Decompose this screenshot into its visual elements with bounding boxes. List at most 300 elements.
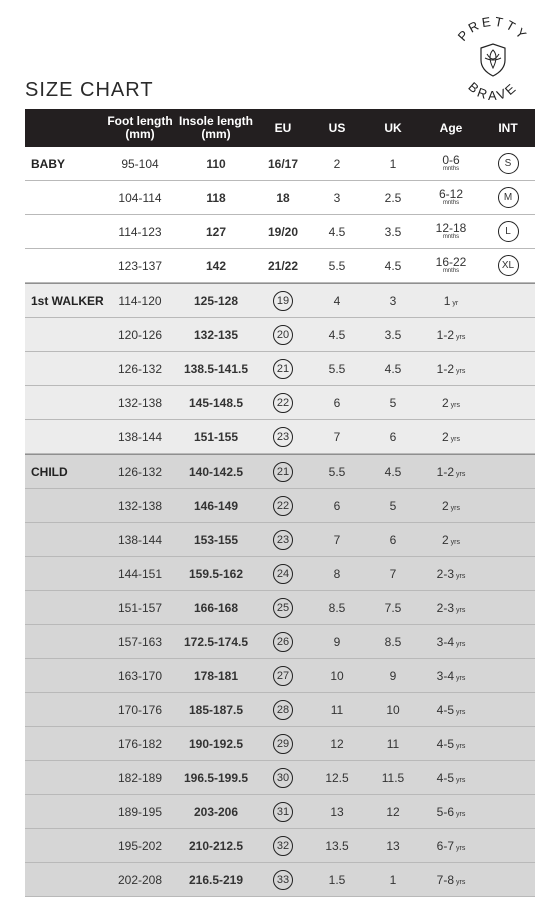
uk-value: 8.5 (384, 634, 402, 649)
cell-age (421, 659, 481, 692)
table-row (25, 863, 535, 897)
int-size-badge: S (498, 153, 519, 174)
cell-uk (365, 181, 421, 214)
insole-length: 138.5-141.5 (183, 361, 249, 376)
age-number: 6-7 (436, 838, 454, 853)
eu-size: 27 (273, 666, 293, 686)
header-col-us (309, 109, 365, 147)
us-value: 12.5 (325, 770, 349, 785)
cell-age (421, 829, 481, 862)
age-unit: yrs (456, 708, 466, 716)
cell-age (421, 352, 481, 385)
cell-eu (257, 761, 309, 794)
age-value (437, 635, 466, 649)
header-label (329, 122, 346, 135)
insole-length: 185-187.5 (188, 702, 244, 717)
foot-length-value: 202-208 (117, 872, 163, 887)
cell-age (421, 386, 481, 419)
cell-uk (365, 352, 421, 385)
foot-length-value: 144-151 (117, 566, 163, 581)
cell-age (421, 455, 481, 488)
cell-int (481, 284, 535, 317)
cell-foot-length (105, 181, 175, 214)
foot-length-value: 151-157 (117, 600, 163, 615)
age-unit: yrs (456, 674, 466, 682)
table-row (25, 147, 535, 181)
cell-eu (257, 181, 309, 214)
age-number: 2 (441, 429, 449, 444)
header-col-foot-length (105, 109, 175, 147)
age-value (437, 601, 466, 615)
cell-age (421, 523, 481, 556)
age-number: 2 (441, 532, 449, 547)
table-row (25, 318, 535, 352)
cell-foot-length (105, 693, 175, 726)
foot-length-value: 123-137 (117, 258, 163, 273)
cell-eu (257, 284, 309, 317)
uk-value: 1 (389, 156, 397, 171)
age-value (437, 703, 466, 717)
table-row (25, 727, 535, 761)
cell-eu (257, 659, 309, 692)
cell-insole-length (175, 591, 257, 624)
cell-insole-length (175, 795, 257, 828)
cell-uk (365, 727, 421, 760)
us-value: 8.5 (328, 600, 346, 615)
cell-int (481, 523, 535, 556)
cell-eu (257, 523, 309, 556)
us-value: 4.5 (328, 224, 346, 239)
table-row (25, 659, 535, 693)
us-value: 13 (330, 804, 344, 819)
age-number: 0-6 (442, 152, 460, 167)
uk-value: 3 (389, 293, 397, 308)
cell-insole-length (175, 147, 257, 180)
cell-foot-length (105, 215, 175, 248)
age-value (442, 396, 460, 410)
uk-value: 13 (386, 838, 400, 853)
age-unit: mnths (442, 233, 460, 240)
cell-eu (257, 693, 309, 726)
header-line: UK (384, 120, 402, 135)
age-unit: yrs (456, 878, 466, 886)
age-number: 2 (441, 395, 449, 410)
table-row (25, 829, 535, 863)
age-value (437, 328, 466, 342)
us-value: 2 (333, 156, 341, 171)
eu-size: 31 (273, 802, 293, 822)
cell-us (309, 523, 365, 556)
insole-length: 210-212.5 (188, 838, 244, 853)
cell-insole-length (175, 761, 257, 794)
uk-value: 3.5 (384, 327, 402, 342)
cell-uk (365, 591, 421, 624)
table-row (25, 215, 535, 249)
header-label (179, 115, 253, 141)
cell-eu (257, 829, 309, 862)
age-value (442, 499, 460, 513)
age-value (437, 737, 466, 751)
cell-insole-length (175, 659, 257, 692)
cell-insole-length (175, 693, 257, 726)
int-size-badge: XL (498, 255, 519, 276)
header-line: EU (274, 120, 292, 135)
insole-length: 172.5-174.5 (183, 634, 249, 649)
cell-insole-length (175, 557, 257, 590)
cell-uk (365, 863, 421, 896)
cell-eu (257, 625, 309, 658)
cell-age (421, 147, 481, 180)
cell-eu (257, 215, 309, 248)
cell-int (481, 318, 535, 351)
age-value (437, 771, 466, 785)
cell-uk (365, 455, 421, 488)
uk-value: 10 (386, 702, 400, 717)
uk-value: 12 (386, 804, 400, 819)
uk-value: 9 (389, 668, 397, 683)
age-number: 4-5 (436, 702, 454, 717)
table-row (25, 523, 535, 557)
foot-length-value: 95-104 (121, 156, 159, 171)
cell-us (309, 727, 365, 760)
insole-length: 216.5-219 (188, 872, 244, 887)
header-label (384, 122, 401, 135)
cell-int (481, 625, 535, 658)
age-unit: yrs (456, 470, 466, 478)
cell-foot-length (105, 455, 175, 488)
cell-us (309, 147, 365, 180)
cell-us (309, 863, 365, 896)
cell-int (481, 591, 535, 624)
cell-int (481, 829, 535, 862)
age-value (435, 254, 467, 275)
header-col-int (481, 109, 535, 147)
eu-size: 22 (273, 393, 293, 413)
header-line: (mm) (125, 127, 155, 141)
eu-size: 32 (273, 836, 293, 856)
cell-age (421, 727, 481, 760)
eu-size: 23 (273, 427, 293, 447)
us-value: 5.5 (328, 258, 346, 273)
cell-int (481, 352, 535, 385)
foot-length-value: 132-138 (117, 395, 163, 410)
cell-us (309, 557, 365, 590)
eu-size: 16/17 (267, 156, 299, 171)
cell-us (309, 284, 365, 317)
insole-length: 132-135 (193, 327, 239, 342)
svg-text:BRAVE: BRAVE (465, 79, 521, 104)
table-row (25, 283, 535, 318)
cell-us (309, 249, 365, 282)
cell-eu (257, 352, 309, 385)
cell-uk (365, 420, 421, 453)
age-value (435, 220, 467, 241)
cell-uk (365, 249, 421, 282)
cell-int (481, 386, 535, 419)
cell-us (309, 625, 365, 658)
age-number: 2-3 (436, 566, 454, 581)
cell-insole-length (175, 829, 257, 862)
cell-foot-length (105, 352, 175, 385)
foot-length-value: 170-176 (117, 702, 163, 717)
us-value: 7 (333, 429, 341, 444)
cell-int (481, 557, 535, 590)
eu-size: 23 (273, 530, 293, 550)
cell-insole-length (175, 181, 257, 214)
cell-us (309, 693, 365, 726)
cell-int (481, 420, 535, 453)
age-unit: mnths (442, 165, 460, 172)
uk-value: 7 (389, 566, 397, 581)
eu-size: 26 (273, 632, 293, 652)
age-unit: yrs (456, 333, 466, 341)
insole-length: 196.5-199.5 (183, 770, 249, 785)
cell-insole-length (175, 489, 257, 522)
cell-int (481, 455, 535, 488)
insole-length: 110 (206, 156, 226, 171)
eu-size: 33 (273, 870, 293, 890)
header-line: Age (439, 120, 463, 135)
cell-insole-length (175, 420, 257, 453)
cell-us (309, 352, 365, 385)
cell-eu (257, 318, 309, 351)
uk-value: 2.5 (384, 190, 402, 205)
us-value: 4.5 (328, 327, 346, 342)
uk-value: 5 (389, 498, 397, 513)
us-value: 4 (333, 293, 341, 308)
us-value: 10 (330, 668, 344, 683)
insole-length: 178-181 (193, 668, 239, 683)
cell-uk (365, 557, 421, 590)
header-label (440, 122, 463, 135)
age-unit: yrs (450, 435, 461, 443)
header-col-insole-length (175, 109, 257, 147)
age-number: 1 (443, 293, 451, 308)
us-value: 7 (333, 532, 341, 547)
foot-length-value: 120-126 (117, 327, 163, 342)
insole-length: 140-142.5 (188, 464, 244, 479)
foot-length-value: 176-182 (117, 736, 163, 751)
cell-eu (257, 455, 309, 488)
foot-length-value: 163-170 (117, 668, 163, 683)
age-unit: yrs (450, 504, 461, 512)
uk-value: 6 (389, 429, 397, 444)
cell-eu (257, 795, 309, 828)
table-body (25, 147, 535, 897)
header-line: Insole length (178, 114, 253, 128)
cell-int (481, 863, 535, 896)
foot-length-value: 132-138 (117, 498, 163, 513)
insole-length: 151-155 (193, 429, 239, 444)
cell-uk (365, 147, 421, 180)
cell-int (481, 489, 535, 522)
cell-foot-length (105, 625, 175, 658)
group-label: BABY (31, 156, 66, 171)
age-number: 4-5 (436, 770, 454, 785)
cell-insole-length (175, 625, 257, 658)
group-label: CHILD (31, 464, 68, 479)
uk-value: 4.5 (384, 258, 402, 273)
table-row (25, 557, 535, 591)
age-value (437, 669, 466, 683)
eu-size: 21 (273, 462, 293, 482)
cell-us (309, 215, 365, 248)
cell-insole-length (175, 386, 257, 419)
cell-int (481, 761, 535, 794)
cell-foot-length (105, 659, 175, 692)
cell-uk (365, 523, 421, 556)
cell-uk (365, 795, 421, 828)
page-title: SIZE CHART (25, 79, 154, 101)
age-number: 6-12 (438, 186, 464, 201)
insole-length: 142 (205, 258, 227, 273)
cell-age (421, 557, 481, 590)
cell-insole-length (175, 455, 257, 488)
insole-length: 118 (206, 190, 226, 205)
uk-value: 5 (389, 395, 397, 410)
age-unit: mnths (442, 199, 460, 206)
uk-value: 6 (389, 532, 397, 547)
cell-age (421, 215, 481, 248)
cell-age (421, 863, 481, 896)
header-label (107, 115, 172, 141)
us-value: 6 (333, 395, 341, 410)
cell-age (421, 625, 481, 658)
age-value (437, 465, 466, 479)
us-value: 3 (333, 190, 341, 205)
age-unit: yrs (456, 367, 466, 375)
us-value: 1.5 (328, 872, 346, 887)
foot-length-value: 138-144 (117, 429, 163, 444)
table-row (25, 761, 535, 795)
insole-length: 127 (205, 224, 227, 239)
age-unit: yrs (456, 606, 466, 614)
uk-value: 11 (386, 736, 400, 751)
size-chart-table (25, 109, 535, 897)
cell-uk (365, 829, 421, 862)
cell-uk (365, 386, 421, 419)
eu-size: 28 (273, 700, 293, 720)
cell-eu (257, 147, 309, 180)
cell-insole-length (175, 249, 257, 282)
cell-foot-length (105, 318, 175, 351)
age-unit: yrs (456, 844, 466, 852)
cell-us (309, 829, 365, 862)
table-row (25, 454, 535, 489)
cell-insole-length (175, 215, 257, 248)
cell-int (481, 727, 535, 760)
header-label (275, 122, 292, 135)
table-row (25, 181, 535, 215)
cell-int (481, 249, 535, 282)
table-row (25, 693, 535, 727)
eu-size: 25 (273, 598, 293, 618)
foot-length-value: 195-202 (117, 838, 163, 853)
age-unit: yrs (456, 742, 466, 750)
cell-eu (257, 489, 309, 522)
age-unit: yrs (450, 401, 461, 409)
cell-uk (365, 625, 421, 658)
eu-size: 22 (273, 496, 293, 516)
cell-us (309, 489, 365, 522)
age-value (442, 152, 460, 173)
cell-uk (365, 489, 421, 522)
eu-size: 20 (273, 325, 293, 345)
age-number: 1-2 (436, 361, 454, 376)
insole-length: 153-155 (193, 532, 239, 547)
insole-length: 159.5-162 (188, 566, 244, 581)
age-value (437, 362, 466, 376)
age-number: 2 (441, 498, 449, 513)
age-unit: yrs (450, 538, 461, 546)
header-line: US (328, 120, 346, 135)
age-unit: yrs (456, 572, 466, 580)
age-value (437, 567, 466, 581)
table-row (25, 249, 535, 283)
age-number: 12-18 (435, 220, 467, 235)
age-unit: yrs (456, 776, 466, 784)
uk-value: 7.5 (384, 600, 402, 615)
cell-foot-length (105, 249, 175, 282)
foot-length-value: 189-195 (117, 804, 163, 819)
header-label (498, 122, 517, 135)
us-value: 11 (330, 702, 344, 717)
foot-length-value: 126-132 (117, 361, 163, 376)
insole-length: 166-168 (193, 600, 239, 615)
age-number: 5-6 (436, 804, 454, 819)
us-value: 5.5 (328, 464, 346, 479)
us-value: 9 (333, 634, 341, 649)
uk-value: 11.5 (381, 770, 405, 785)
foot-length-value: 182-189 (117, 770, 163, 785)
cell-insole-length (175, 523, 257, 556)
cell-foot-length (105, 591, 175, 624)
cell-insole-length (175, 284, 257, 317)
age-value (442, 430, 460, 444)
cell-eu (257, 386, 309, 419)
cell-age (421, 181, 481, 214)
age-value (438, 186, 464, 207)
table-row (25, 591, 535, 625)
age-number: 1-2 (436, 464, 454, 479)
cell-int (481, 181, 535, 214)
table-header (25, 109, 535, 147)
cell-insole-length (175, 863, 257, 896)
int-size-badge: M (498, 187, 519, 208)
us-value: 8 (333, 566, 341, 581)
cell-foot-length (105, 420, 175, 453)
cell-foot-length (105, 829, 175, 862)
foot-length-value: 104-114 (118, 190, 162, 205)
int-size-badge: L (498, 221, 519, 242)
us-value: 13.5 (325, 838, 349, 853)
cell-int (481, 215, 535, 248)
cell-foot-length (105, 557, 175, 590)
cell-us (309, 795, 365, 828)
table-row (25, 420, 535, 454)
table-row (25, 625, 535, 659)
eu-size: 19 (273, 291, 293, 311)
age-number: 3-4 (436, 668, 454, 683)
insole-length: 190-192.5 (188, 736, 244, 751)
cell-foot-length (105, 761, 175, 794)
cell-foot-length (105, 489, 175, 522)
cell-insole-length (175, 318, 257, 351)
insole-length: 203-206 (193, 804, 239, 819)
cell-eu (257, 591, 309, 624)
age-unit: yr (452, 299, 459, 307)
cell-uk (365, 659, 421, 692)
